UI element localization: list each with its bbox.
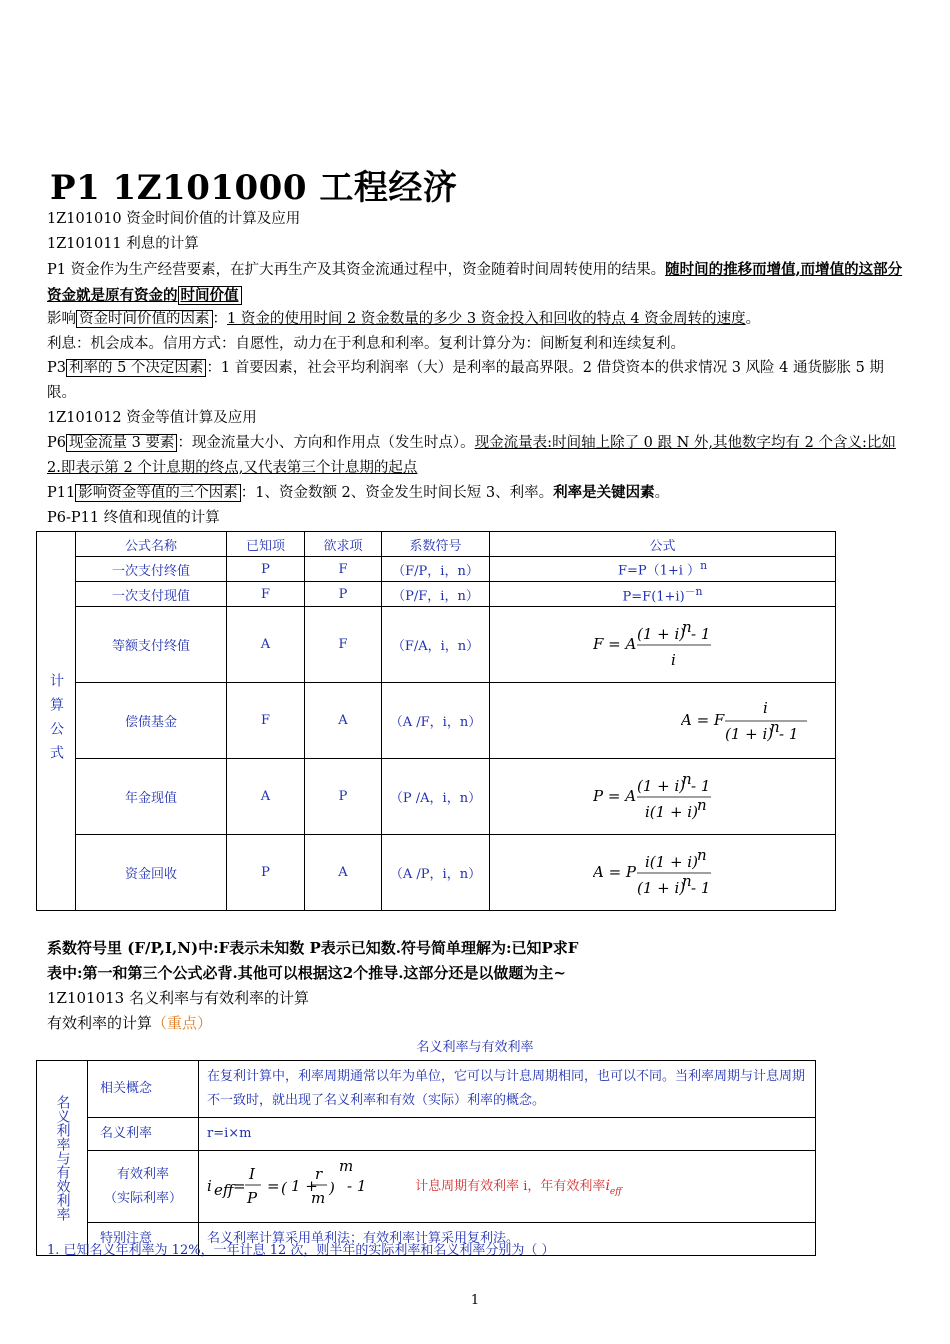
svg-text:- 1: - 1 [347, 1176, 367, 1195]
cell-want: A [305, 683, 382, 759]
page-number: 1 [470, 1293, 480, 1308]
cell-known: A [227, 607, 305, 683]
cell-name: 等额支付终值 [76, 607, 227, 683]
table-row [37, 1118, 816, 1151]
text: ：1 首要因素，社会平均利润率（大）是利率的最高界限。2 借贷资本的供求情况 3 风险 4 通货膨胀 5 期限。 [47, 360, 884, 401]
formula-A-P [593, 841, 733, 901]
formula-sup: n [700, 559, 708, 573]
text: P6 [47, 435, 66, 451]
row-label: 相关概念 [88, 1061, 199, 1118]
text: 。 [654, 485, 670, 501]
svg-text:P: P [247, 1188, 258, 1207]
formula-table [36, 531, 836, 911]
section-heading: 1Z101010 资金时间价值的计算及应用 [47, 211, 301, 227]
note-line: 系数符号里 (F/P,I,N)中:F表示未知数 P表示已知数.符号简单理解为:已知P求F [47, 939, 579, 957]
text-bold: 随时间的推移而增值,而增值的这部分资金就是原有资金的 [47, 261, 903, 304]
svg-text:n: n [681, 871, 692, 890]
cell-name: 年金现值 [76, 759, 227, 835]
text-underlined: 1 资金的使用时间 2 资金数量的多少 3 资金投入和回收的特点 4 资金周转的速度 [227, 311, 746, 327]
text: 影响 [47, 311, 76, 327]
svg-text:I: I [249, 1164, 255, 1183]
paragraph-p1 [47, 257, 907, 309]
text: P3 [47, 360, 66, 376]
cell-formula [490, 607, 836, 683]
note-line: 表中:第一和第三个公式必背.其他可以根据这2个推导.这部分还是以做题为主~ [47, 964, 566, 982]
svg-text:n: n [770, 717, 780, 736]
table-heading: P6-P11 终值和现值的计算 [47, 510, 220, 526]
svg-text:A = F: A = F [681, 710, 725, 729]
text: P11 [47, 485, 76, 501]
cell-name: 偿债基金 [76, 683, 227, 759]
svg-text:=: = [267, 1176, 280, 1195]
svg-text:(: ( [281, 1178, 287, 1197]
svg-text:i: i [207, 1176, 212, 1195]
cell-symbol: （A /P，i，n） [382, 835, 490, 911]
svg-text:(1 + i): (1 + i) [636, 776, 685, 795]
svg-text:1 +: 1 + [291, 1176, 318, 1195]
text-bold: 利率是关键因素 [553, 484, 655, 501]
row-content: 名义利率计算采用单利法；有效利率计算采用复利法。 [199, 1223, 816, 1256]
label-line: （实际利率） [103, 1190, 182, 1206]
cell-formula [490, 759, 836, 835]
subsection-heading [47, 1011, 212, 1035]
text: P1 资金作为生产经营要素，在扩大再生产及其资金流通过程中，资金随着时间周转使用的结果。 [47, 262, 666, 278]
svg-text:i(1 + i): i(1 + i) [644, 852, 698, 871]
formula-ieff [207, 1159, 387, 1215]
cell-want: A [305, 835, 382, 911]
table-row [37, 557, 836, 582]
svg-text:): ) [329, 1178, 335, 1197]
cell-known: F [227, 683, 305, 759]
formula-F-A [593, 613, 733, 673]
svg-text:i: i [763, 698, 768, 717]
formula-text: F=P（1+i ） [617, 563, 701, 579]
text: ：现金流量大小、方向和作用点（发生时点）。 [177, 435, 475, 451]
cell-want: F [305, 607, 382, 683]
table-side-label [37, 1061, 88, 1256]
svg-text:- 1: - 1 [690, 624, 710, 643]
svg-text:- 1: - 1 [690, 776, 710, 795]
cell-known: P [227, 557, 305, 582]
text-highlight: （重点） [152, 1014, 213, 1032]
cell-name: 一次支付现值 [76, 582, 227, 607]
question: 1. 已知名义年利率为 12%，一年计息 12 次，则半年的实际利率和名义利率分别为（ ） [47, 1243, 555, 1258]
cell-formula [490, 835, 836, 911]
svg-text:eff: eff [214, 1180, 234, 1199]
cell-symbol: （A /F，i，n） [382, 683, 490, 759]
table-row [37, 1061, 816, 1118]
svg-text:n: n [681, 617, 692, 636]
cell-want: F [305, 557, 382, 582]
row-content: r=i×m [199, 1118, 816, 1151]
svg-text:i(1 + i): i(1 + i) [644, 802, 698, 821]
text: 计算公式 [48, 673, 64, 769]
cell-want: P [305, 582, 382, 607]
cell-known: F [227, 582, 305, 607]
text: ：1、资金数额 2、资金发生时间长短 3、利率。 [240, 485, 554, 501]
interest-rate-table [36, 1060, 816, 1256]
cell-name: 资金回收 [76, 835, 227, 911]
text: 。 [745, 311, 761, 327]
column-header: 欲求项 [305, 532, 382, 557]
svg-text:n: n [681, 769, 692, 788]
svg-text:=: = [233, 1176, 246, 1195]
column-header: 公式名称 [76, 532, 227, 557]
svg-text:n: n [696, 845, 707, 864]
row-content: 在复利计算中，利率周期通常以年为单位，它可以与计息周期相同，也可以不同。当利率周期与计息周期不一致时，就出现了名义利率和有效（实际）利率的概念。 [199, 1061, 816, 1118]
column-header: 已知项 [227, 532, 305, 557]
cell-known: P [227, 835, 305, 911]
svg-text:P = A: P = A [592, 786, 636, 805]
text-boxed: 利率的 5 个决定因素 [66, 359, 206, 377]
text-boxed: 现金流量 3 要素 [66, 434, 177, 452]
subsection-heading: 1Z101012 资金等值计算及应用 [47, 410, 257, 426]
row-label: 名义利率 [88, 1118, 199, 1151]
cell-want: P [305, 759, 382, 835]
formula-text: P=F(1+i) [622, 589, 685, 605]
formula-P-A [593, 765, 733, 825]
svg-text:i: i [670, 650, 676, 669]
cell-formula [490, 582, 836, 607]
formula-note: 计息周期有效利率 i，年有效利率 [415, 1179, 606, 1194]
table-row [37, 759, 836, 835]
svg-text:(1 + i): (1 + i) [725, 724, 774, 743]
text-boxed: 时间价值 [178, 286, 242, 305]
cell-symbol: （F/A，i，n） [382, 607, 490, 683]
formula-sup: －n [684, 584, 703, 598]
column-header: 公式 [490, 532, 836, 557]
svg-text:m: m [311, 1188, 326, 1207]
svg-text:m: m [339, 1158, 354, 1175]
cell-name: 一次支付终值 [76, 557, 227, 582]
subsection-heading: 1Z101013 名义利率与有效利率的计算 [47, 989, 309, 1007]
text-boxed: 影响资金等值的三个因素 [75, 484, 241, 502]
row-content [199, 1151, 816, 1223]
text: 名义利率与有效利率 [54, 1095, 71, 1221]
svg-text:F = A: F = A [592, 634, 636, 653]
cell-symbol: （P /A，i，n） [382, 759, 490, 835]
table-row [37, 1151, 816, 1223]
subsection-heading: 1Z101011 利息的计算 [47, 236, 199, 252]
paragraph-interest: 利息：机会成本。信用方式：自愿性，动力在于利息和利率。复利计算分为：间断复利和连续复利。 [47, 336, 685, 352]
svg-text:A = P: A = P [592, 862, 636, 881]
text-boxed: 资金时间价值的因素 [76, 310, 213, 328]
table-row [37, 835, 836, 911]
svg-text:- 1: - 1 [690, 878, 710, 897]
formula-A-F [681, 689, 811, 749]
cell-formula [490, 683, 836, 759]
row-label: 特别注意 [88, 1223, 199, 1256]
svg-text:- 1: - 1 [779, 724, 799, 743]
ieff-symbol: $i_{eff}$ [605, 1178, 622, 1197]
table-side-label [37, 532, 76, 911]
table-row [37, 582, 836, 607]
row-label [88, 1151, 199, 1223]
table-row [37, 683, 836, 759]
text-underlined: 现金流量表:时间轴上除了 0 跟 N 外,其他数字均有 2 个含义:比如 2.即表示第 2 个计息期的终点,又代表第三个计息期的起点 [47, 435, 896, 476]
paragraph-p3 [47, 356, 907, 406]
cell-symbol: （P/F，i，n） [382, 582, 490, 607]
page-title: P1 1Z101000 工程经济 [50, 168, 458, 208]
column-header: 系数符号 [382, 532, 490, 557]
svg-text:(1 + i): (1 + i) [636, 878, 685, 897]
label-line: 有效利率 [116, 1166, 169, 1182]
cell-formula [490, 557, 836, 582]
table-caption: 名义利率与有效利率 [416, 1040, 534, 1055]
svg-text:n: n [696, 795, 707, 814]
paragraph-p11 [47, 481, 669, 505]
svg-text:r: r [315, 1164, 323, 1183]
paragraph-factors [47, 307, 760, 331]
cell-symbol: （F/P，i，n） [382, 557, 490, 582]
text: 有效利率的计算 [47, 1014, 153, 1032]
cell-known: A [227, 759, 305, 835]
paragraph-p6 [47, 431, 907, 481]
text: ： [212, 311, 227, 327]
table-row [37, 607, 836, 683]
svg-text:(1 + i): (1 + i) [636, 624, 685, 643]
